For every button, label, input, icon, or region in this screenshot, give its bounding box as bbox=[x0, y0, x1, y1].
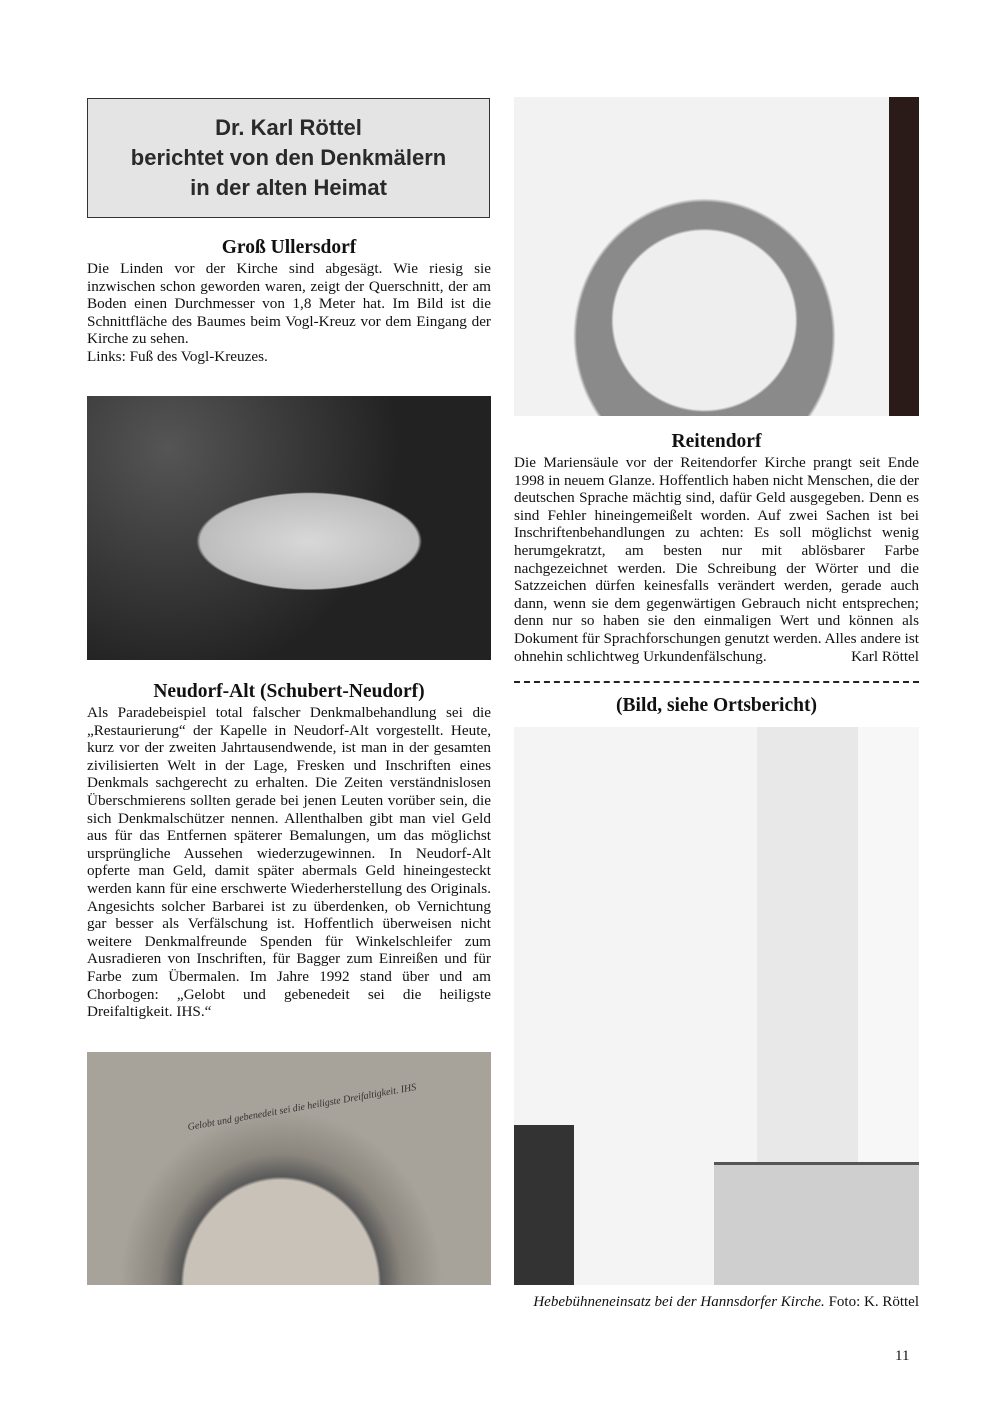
photo-church-tower-lift bbox=[514, 727, 919, 1285]
photo-inscription: Gelobt und gebenedeit sei die heiligste Dreifaltigkeit. IHS bbox=[186, 1081, 418, 1134]
title-box bbox=[87, 98, 490, 218]
photo-tree-stump bbox=[87, 396, 491, 660]
section-neudorf-alt bbox=[87, 680, 491, 1021]
section-reitendorf bbox=[514, 430, 919, 665]
divider bbox=[514, 681, 919, 683]
photo-caption bbox=[514, 1294, 919, 1311]
section-text: Als Paradebeispiel total falscher Denkmalbehandlung sei die „Restaurierung“ der Kapelle in Neudorf-Alt vorgestellt. Heute, kurz vor der zweiten Jahrtausendwende, ist man in der gesamten zivilisierten Welt in der Lage, Fresken und Inschriften eines Denkmals sachgerecht zu erhalten. Die Zeiten verständnislosen Überschmierens sollten gerade bei jenen Leuten vorüber sein, die sich Denkmalschützer nennen. Allenthalben gibt man viel Geld aus für das Entfernen späterer Bemalungen, um das möglichst ursprüngliche Aussehen wiederzugewinnen. In Neudorf-Alt opferte man Geld, damit später abermals Geld hineingesteckt werden kann für eine erschwerte Wiederherstellung des Originals. Angesichts solcher Barbarei ist zu überdenken, ob Vernichtung gar besser als Verfälschung ist. Hoffentlich überweisen nicht weitere Denkmalfreunde Spenden für Winkelschleifer zum Ausradieren von Inschriften, für Bagger zum Einreißen und für Farbe zum Übermalen. Im Jahre 1992 stand über und am Chorbogen: „Gelobt und gebenedeit sei die heiligste Dreifaltigkeit. IHS.“ bbox=[87, 704, 491, 1021]
signature: Karl Röttel bbox=[851, 647, 919, 665]
section-text: Die Linden vor der Kirche sind abgesägt. Wie riesig sie inzwischen schon geworden waren, zeigt der Querschnitt, der am Boden einen Durchmesser von 1,8 Meter hat. Im Bild ist die Schnittfläche des Baumes beim Vogl-Kreuz vor dem Eingang der Kirche zu sehen. bbox=[87, 260, 491, 348]
section-heading: Neudorf-Alt (Schubert-Neudorf) bbox=[153, 681, 425, 702]
title-line: Dr. Karl Röttel bbox=[215, 115, 362, 140]
section-heading: Groß Ullersdorf bbox=[221, 237, 357, 258]
section-text bbox=[514, 454, 919, 665]
section-heading: Reitendorf bbox=[671, 431, 762, 452]
title-line: in der alten Heimat bbox=[190, 175, 387, 200]
caption-text: Hebebühneneinsatz bei der Hannsdorfer Kirche. bbox=[533, 1294, 825, 1310]
section-gross-ullersdorf bbox=[87, 236, 491, 366]
photo-church-interior bbox=[514, 97, 919, 416]
page-number: 11 bbox=[895, 1348, 910, 1364]
section-note: Links: Fuß des Vogl-Kreuzes. bbox=[87, 347, 268, 365]
section-body: Die Mariensäule vor der Reitendorfer Kirche prangt seit Ende 1998 in neuem Glanze. Hoffentlich haben nicht Menschen, die der deutschen Sprache mächtig sind, dafür Geld ausgegeben. Denn es sind Fehler hineingemeißelt worden. Auf zwei Sachen ist bei Inschriftenbehandlungen zu achten: Es soll möglichst wenig herumgekratzt, am besten nur mit ablösbarer Farbe nachgezeichnet werden. Die Schreibung der Wörter und die Satzzeichen dürfen keinesfalls verändert werden, gerade auch dann, wenn sie dem gegenwärtigen Gebrauch nicht entsprechen; denn nur so haben sie den einmaligen Wert und können als Dokument für Sprachforschungen genutzt werden. Alles andere ist ohnehin schlichtweg Urkundenfälschung. bbox=[514, 454, 919, 665]
section-bild bbox=[514, 694, 919, 718]
title-line: berichtet von den Denkmälern bbox=[130, 145, 447, 170]
photo-chapel-arch bbox=[87, 1052, 491, 1285]
caption-credit: Foto: K. Röttel bbox=[824, 1294, 919, 1310]
section-heading: (Bild, siehe Ortsbericht) bbox=[616, 695, 817, 716]
